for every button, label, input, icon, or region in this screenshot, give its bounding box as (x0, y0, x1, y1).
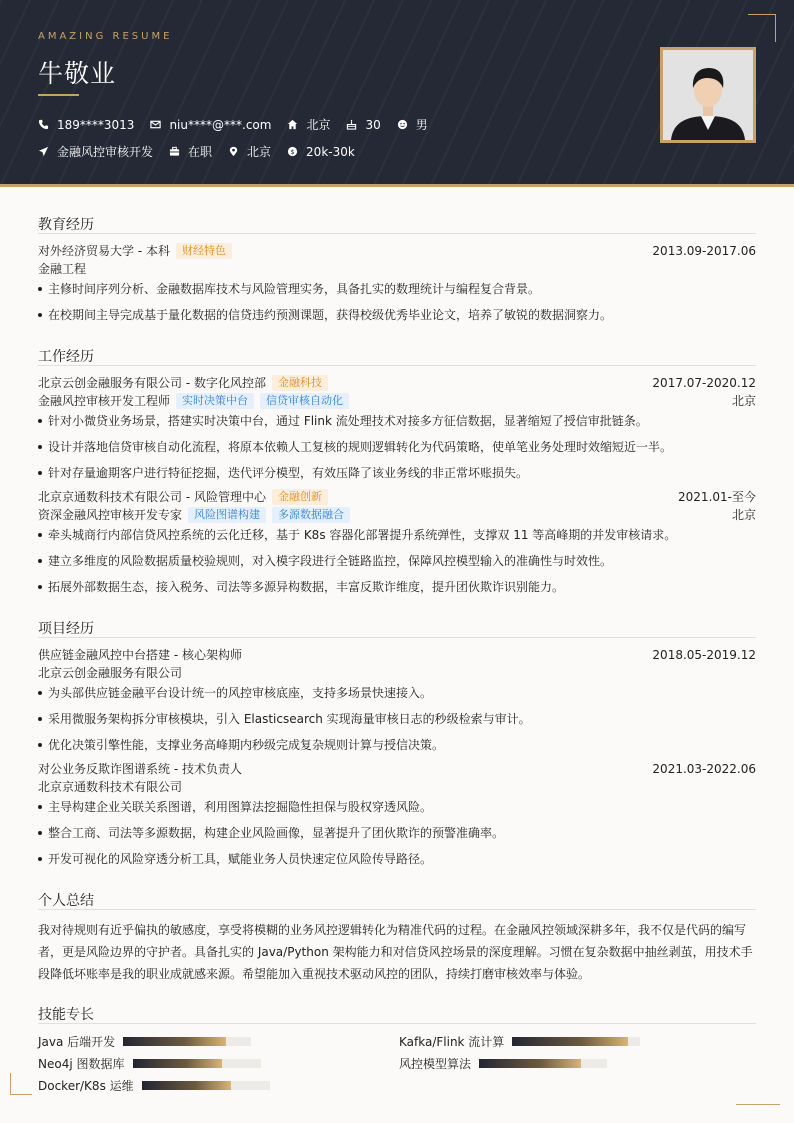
skill-bar (123, 1037, 251, 1046)
brand-label: AMAZING RESUME (38, 31, 173, 42)
projects-section-title: 项目经历 (38, 621, 94, 637)
skill-bar-fill (479, 1059, 581, 1068)
project-date: 2021.03-2022.06 (652, 762, 756, 776)
gender-text: 男 (415, 118, 428, 132)
role-tag: 风险图谱构建 (188, 507, 266, 523)
project-bullet: 采用微服务架构拆分审核模块，引入 Elasticsearch 实现海量审核日志的秒级检索与审计。 (38, 711, 756, 727)
job-role: 资深金融风控审核开发专家 (38, 508, 183, 522)
skill-bar-fill (512, 1037, 627, 1046)
section-divider (38, 637, 756, 638)
skill-name: 风控模型算法 (399, 1057, 472, 1071)
project-name: 供应链金融风控中台搭建 - 核心架构师 (38, 648, 242, 662)
project-bullet: 优化决策引擎性能，支撑业务高峰期内秒级完成复杂规则计算与授信决策。 (38, 737, 756, 753)
residence-info (287, 116, 330, 133)
location-icon (228, 146, 239, 157)
header-divider (0, 184, 794, 187)
education-date: 2013.09-2017.06 (652, 244, 756, 258)
skill-name: Java 后端开发 (38, 1035, 116, 1049)
corner-decoration (748, 14, 776, 42)
target-city-info (228, 143, 271, 160)
skills-section-title: 技能专长 (38, 1007, 94, 1023)
briefcase-icon (169, 146, 180, 157)
skill-item (38, 1077, 270, 1094)
phone-text: 189****3013 (57, 117, 135, 132)
job-role-row (38, 507, 756, 523)
cake-icon (346, 119, 357, 130)
contact-row (38, 116, 444, 133)
education-header-row (38, 243, 756, 259)
company-name: 北京京通数科技术有限公司 - 风险管理中心 (38, 490, 266, 504)
skill-item (399, 1033, 640, 1050)
role-tag: 实时决策中台 (176, 393, 254, 409)
phone-info (38, 118, 134, 132)
job-date: 2017.07-2020.12 (652, 376, 756, 390)
job-city: 北京 (731, 394, 756, 408)
project-header-row (38, 647, 756, 663)
company-tag: 金融创新 (272, 489, 328, 505)
mail-icon (150, 119, 161, 130)
footer-accent-line (736, 1104, 780, 1105)
role-tag: 多源数据融合 (272, 507, 350, 523)
skill-name: Kafka/Flink 流计算 (399, 1035, 505, 1049)
job-bullet: 拓展外部数据生态，接入税务、司法等多源异构数据，丰富反欺诈维度，提升团伙欺诈识别能力。 (38, 579, 756, 595)
skill-bar (142, 1081, 270, 1090)
section-divider (38, 1023, 756, 1024)
education-bullet: 在校期间主导完成基于量化数据的信贷违约预测课题，获得校级优秀毕业论文，培养了敏锐的数据洞察力。 (38, 307, 756, 323)
project-company: 北京京通数科技术有限公司 (38, 780, 183, 794)
salary-icon (287, 146, 298, 157)
job-bullet: 设计并落地信贷审核自动化流程，将原本依赖人工复核的规则逻辑转化为代码策略，使单笔业务处理时效缩短近一半。 (38, 439, 756, 455)
skill-item (38, 1033, 251, 1050)
project-company-row (38, 665, 756, 681)
age-text: 30 (365, 117, 381, 132)
job-date: 2021.01-至今 (678, 490, 756, 504)
job-bullet: 建立多维度的风险数据质量校验规则，对入模字段进行全链路监控，保障风控模型输入的准确性与时效性。 (38, 553, 756, 569)
send-icon (38, 146, 49, 157)
company-name: 北京云创金融服务有限公司 - 数字化风控部 (38, 376, 266, 390)
gender-icon (397, 119, 408, 130)
work-section-title: 工作经历 (38, 349, 94, 365)
skill-bar (512, 1037, 640, 1046)
name-underline (38, 94, 79, 96)
age-info (346, 118, 380, 132)
gender-info (397, 116, 428, 133)
section-divider (38, 233, 756, 234)
skill-item (399, 1055, 607, 1072)
skill-bar-fill (142, 1081, 232, 1090)
project-bullet: 主导构建企业关联关系图谱，利用图算法挖掘隐性担保与股权穿透风险。 (38, 799, 756, 815)
job-role-row (38, 393, 756, 409)
skill-bar (133, 1059, 261, 1068)
home-icon (287, 119, 298, 130)
education-section-title: 教育经历 (38, 217, 94, 233)
role-tag: 信贷审核自动化 (260, 393, 349, 409)
svg-text:$: $ (290, 147, 295, 156)
job-header-row (38, 375, 756, 391)
skill-bar (479, 1059, 607, 1068)
target-position-text: 金融风控审核开发 (57, 145, 154, 159)
project-bullet: 开发可视化的风险穿透分析工具，赋能业务人员快速定位风险传导路径。 (38, 851, 756, 867)
school-name: 对外经济贸易大学 - 本科 (38, 244, 170, 258)
company-tag: 金融科技 (272, 375, 328, 391)
summary-section-title: 个人总结 (38, 893, 94, 909)
email-info (150, 118, 271, 132)
avatar-illustration (663, 50, 753, 140)
residence-text: 北京 (306, 118, 331, 132)
section-divider (38, 365, 756, 366)
skill-bar-fill (123, 1037, 225, 1046)
email-text: niu****@***.com (169, 117, 272, 132)
phone-icon (38, 119, 49, 130)
major-name: 金融工程 (38, 262, 87, 276)
project-bullet: 为头部供应链金融平台设计统一的风控审核底座，支持多场景快速接入。 (38, 685, 756, 701)
salary-text: 20k-30k (306, 144, 355, 159)
skill-bar-fill (133, 1059, 223, 1068)
project-name: 对公业务反欺诈图谱系统 - 技术负责人 (38, 762, 242, 776)
project-bullet: 整合工商、司法等多源数据，构建企业风险画像，显著提升了团伙欺诈的预警准确率。 (38, 825, 756, 841)
job-bullet: 牵头城商行内部信贷风控系统的云化迁移，基于 K8s 容器化部署提升系统弹性，支撑双 11 等高峰期的并发审核请求。 (38, 527, 756, 543)
project-header-row (38, 761, 756, 777)
job-status-info (169, 143, 212, 160)
skill-name: Docker/K8s 运维 (38, 1079, 134, 1093)
section-divider (38, 909, 756, 910)
job-intent-row (38, 143, 371, 160)
job-city: 北京 (731, 508, 756, 522)
project-date: 2018.05-2019.12 (652, 648, 756, 662)
corner-decoration (10, 1073, 32, 1095)
job-header-row (38, 489, 756, 505)
job-role: 金融风控审核开发工程师 (38, 394, 171, 408)
job-status-text: 在职 (188, 145, 213, 159)
education-tag: 财经特色 (176, 243, 232, 259)
job-bullet: 针对小微贷业务场景，搭建实时决策中台，通过 Flink 流处理技术对接多方征信数据，显著缩短了授信审批链条。 (38, 413, 756, 429)
project-company-row (38, 779, 756, 795)
job-bullet: 针对存量逾期客户进行特征挖掘，迭代评分模型，有效压降了该业务线的非正常坏账损失。 (38, 465, 756, 481)
profile-photo (660, 47, 756, 143)
skill-name: Neo4j 图数据库 (38, 1057, 125, 1071)
salary-info (287, 145, 355, 159)
major-row (38, 261, 756, 277)
target-city-text: 北京 (247, 145, 272, 159)
education-bullet: 主修时间序列分析、金融数据库技术与风险管理实务，具备扎实的数理统计与编程复合背景。 (38, 281, 756, 297)
skill-item (38, 1055, 261, 1072)
candidate-name: 牛敬业 (38, 59, 117, 88)
summary-text: 我对待规则有近乎偏执的敏感度，享受将模糊的业务风控逻辑转化为精准代码的过程。在金融风控领域深耕多年，我不仅是代码的编写者，更是风险边界的守护者。具备扎实的 Java/Python 架构能力和对信贷风控场景的深度理解。习惯在复杂数据中抽丝剥茧，用技术手段降低坏账率是我的职业成就感来源。希望能加入重视技术驱动风控的团队，持续打磨审核效率与体验。 (38, 923, 753, 981)
target-position-info (38, 143, 153, 160)
project-company: 北京云创金融服务有限公司 (38, 666, 183, 680)
